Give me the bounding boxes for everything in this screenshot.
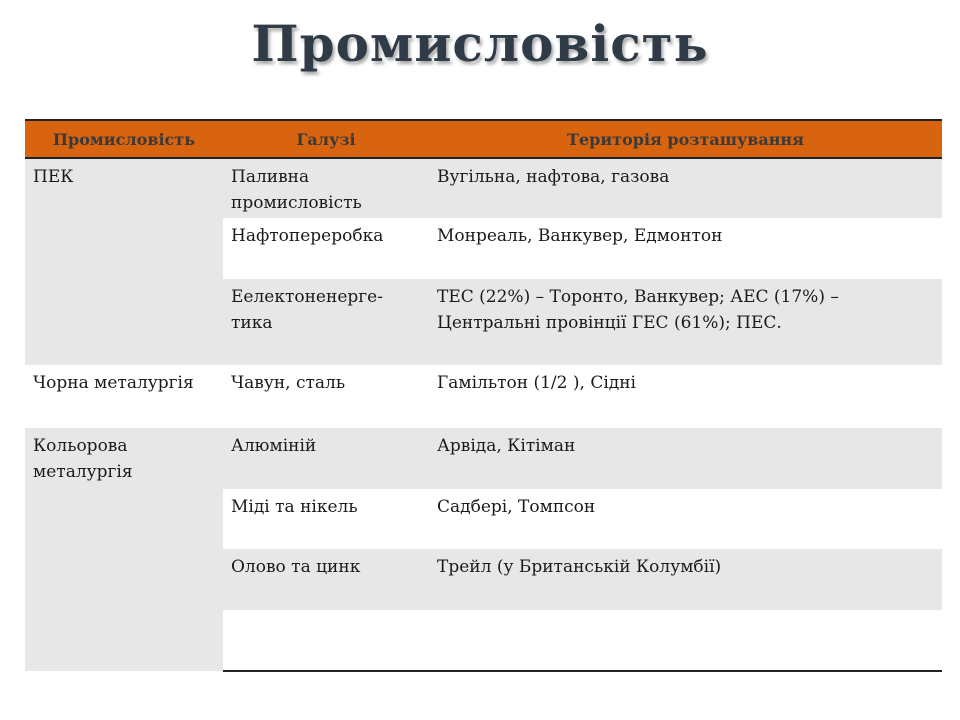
location-cell: Садбері, Томпсон bbox=[437, 497, 596, 517]
branch-cell: Паливна промисловість bbox=[223, 158, 429, 218]
table-row bbox=[25, 158, 942, 218]
location-cell: Вугільна, нафтова, газова bbox=[429, 158, 942, 218]
location-cell: Монреаль, Ванкувер, Едмонтон bbox=[437, 226, 723, 246]
branch-cell: Еелектоненерге-тика bbox=[223, 279, 429, 365]
branch-cell: Алюміній bbox=[223, 428, 429, 489]
location-cell: Трейл (у Британській Колумбії) bbox=[429, 549, 942, 610]
branch-cell bbox=[223, 610, 429, 671]
branch-cell: Нафтопереробка bbox=[231, 226, 384, 246]
branch-cell: Чавун, сталь bbox=[231, 373, 346, 393]
industry-cell: Чорна металургія bbox=[25, 365, 223, 428]
industry-cell: Кольорова металургія bbox=[25, 428, 223, 671]
branch-cell: Олово та цинк bbox=[223, 549, 429, 610]
location-cell bbox=[429, 610, 942, 671]
industry-table bbox=[25, 119, 942, 672]
branch-cell: Міді та нікель bbox=[231, 497, 358, 517]
table-header-row bbox=[25, 120, 942, 158]
header-branches: Галузі bbox=[223, 120, 429, 158]
table-row bbox=[25, 428, 942, 489]
location-cell: ТЕС (22%) – Торонто, Ванкувер; АЕС (17%) – Центральні провінції ГЕС (61%); ПЕС. bbox=[429, 279, 942, 365]
slide-title: Промисловість bbox=[251, 14, 709, 73]
header-location: Територія розташування bbox=[429, 120, 942, 158]
location-cell: Арвіда, Кітіман bbox=[429, 428, 942, 489]
header-industry: Промисловість bbox=[25, 120, 223, 158]
location-cell: Гамільтон (1/2 ), Сідні bbox=[437, 373, 636, 393]
industry-cell: ПЕК bbox=[25, 158, 223, 365]
table-row bbox=[25, 365, 942, 428]
